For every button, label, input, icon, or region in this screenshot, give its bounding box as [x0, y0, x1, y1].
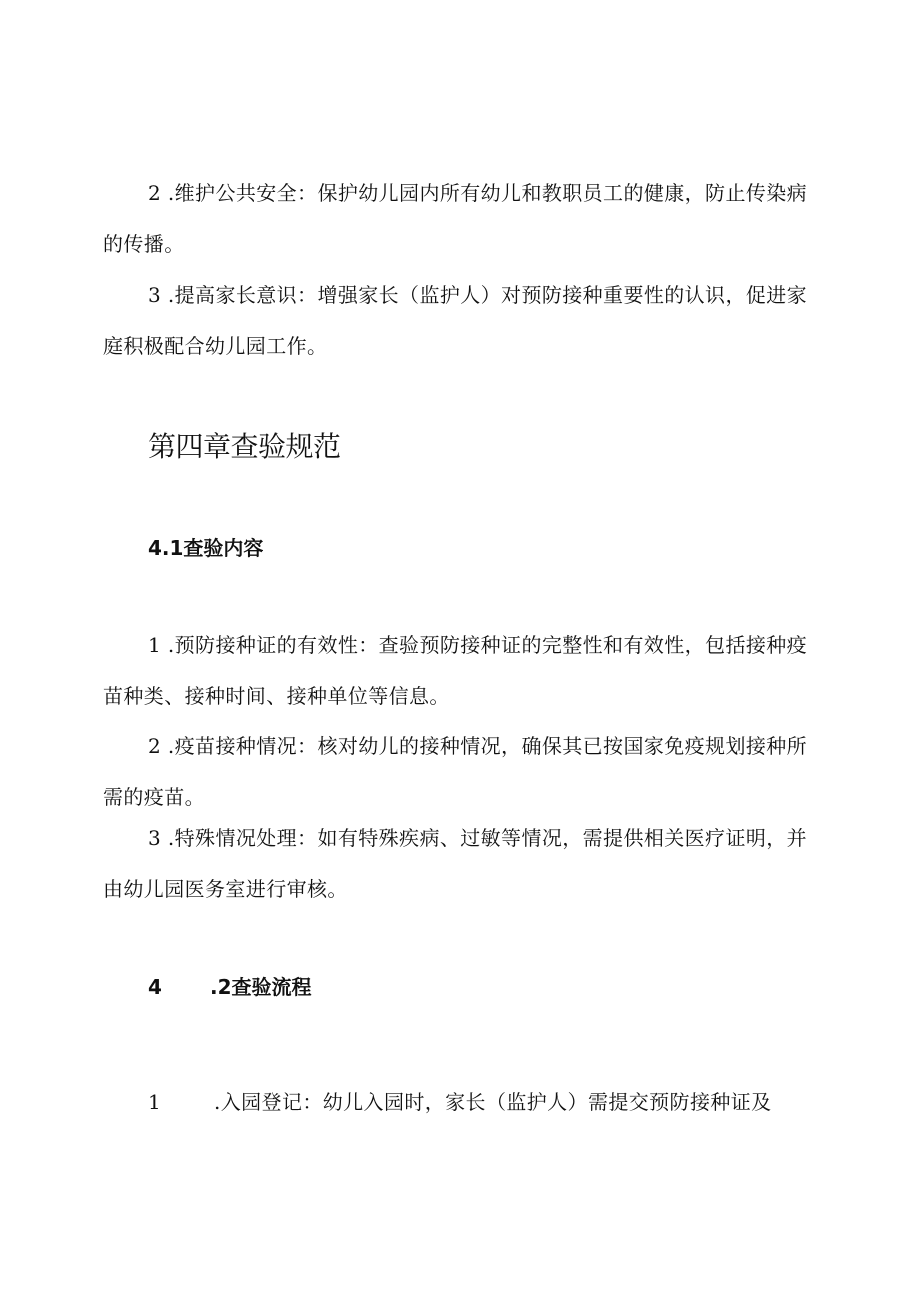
section-heading-4-1: 4.1查验内容: [148, 536, 264, 560]
section-heading-4-2: [148, 971, 312, 1003]
paragraph-certificate-validity: 1 .预防接种证的有效性：查验预防接种证的完整性和有效性，包括接种疫苗种类、接种时间、接种单位等信息。: [103, 633, 808, 708]
section-heading-text: .2查验流程: [210, 975, 312, 999]
paragraph-parent-awareness: 3 .提高家长意识：增强家长（监护人）对预防接种重要性的认识，促进家庭积极配合幼儿园工作。: [103, 283, 808, 358]
paragraph-vaccination-status: 2 .疫苗接种情况：核对幼儿的接种情况，确保其已按国家免疫规划接种所需的疫苗。: [103, 734, 808, 809]
paragraph-public-safety: 2 .维护公共安全：保护幼儿园内所有幼儿和教职员工的健康，防止传染病的传播。: [103, 181, 808, 256]
paragraph-text: .入园登记：幼儿入园时，家长（监护人）需提交预防接种证及: [214, 1090, 772, 1114]
chapter-title: 第四章查验规范: [148, 430, 341, 463]
paragraph-special-cases: 3 .特殊情况处理：如有特殊疾病、过敏等情况，需提供相关医疗证明，并由幼儿园医务室进行审核。: [103, 826, 808, 901]
paragraph-enrollment-registration: [148, 1077, 815, 1128]
list-number: 1: [148, 1090, 162, 1114]
section-heading-number: 4: [148, 975, 162, 999]
